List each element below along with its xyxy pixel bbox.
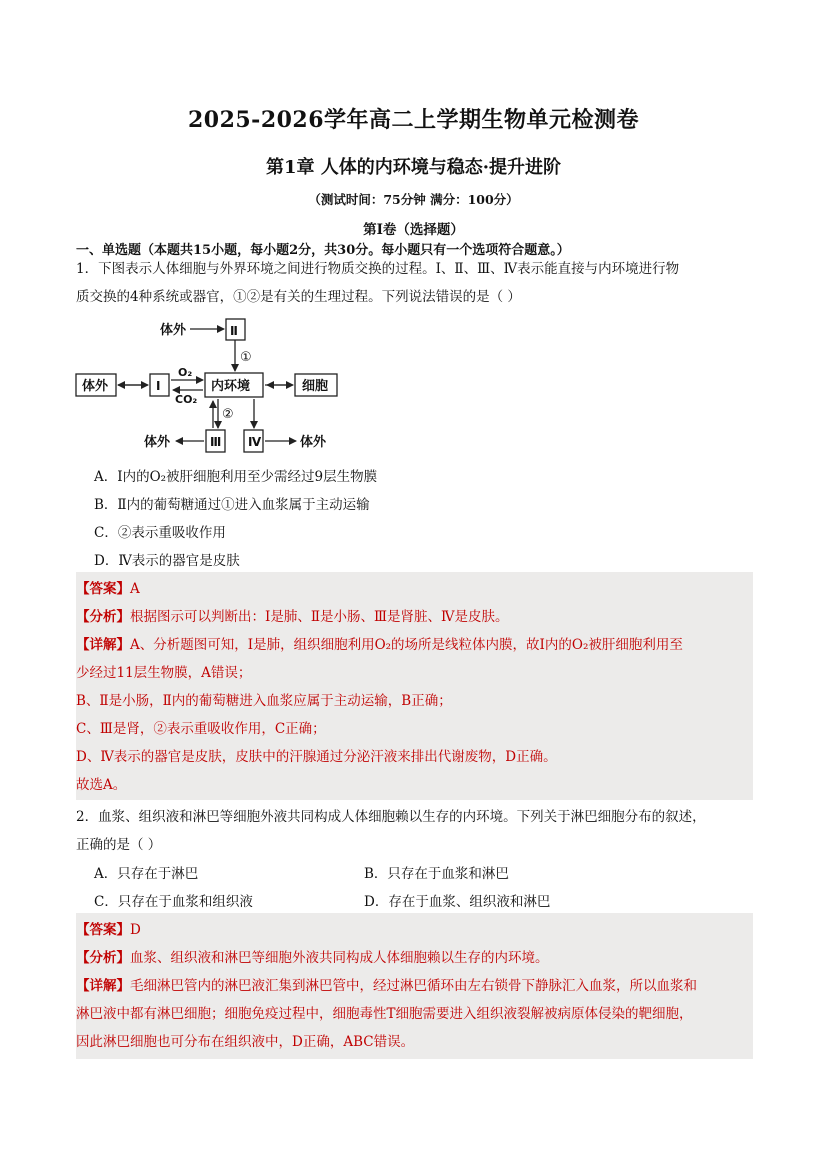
q2-answer — [76, 918, 141, 938]
q1-option-c: C．②表示重吸收作用 — [94, 525, 226, 541]
q1-detail-line5: D、Ⅳ表示的器官是皮肤，皮肤中的汗腺通过分泌汗液来排出代谢废物，D正确。 — [76, 749, 557, 765]
q1-detail-text1: A、分析题图可知，Ⅰ是肺，组织细胞利用O₂的场所是线粒体内膜，故Ⅰ内的O₂被肝细胞利用至 — [130, 637, 683, 653]
test-meta: （测试时间：75分钟 满分：100分） — [308, 192, 519, 207]
label-cell: 细胞 — [302, 379, 329, 394]
q1-analysis — [76, 605, 509, 625]
q2-answer-value: D — [130, 922, 141, 938]
q1-stem-line2: 质交换的4种系统或器官，①②是有关的生理过程。下列说法错误的是（ ） — [76, 289, 521, 305]
label-o2: O₂ — [178, 366, 193, 379]
q1-detail-tag: 【详解】 — [76, 637, 130, 653]
section-heading — [76, 239, 570, 258]
label-node-iv: Ⅳ — [248, 435, 262, 449]
q2-detail-tag: 【详解】 — [76, 978, 130, 994]
page-title: 2025-2026学年高二上学期生物单元检测卷 — [187, 107, 640, 133]
q1-answer-tag: 【答案】 — [76, 581, 130, 597]
q1-detail-line1 — [76, 633, 683, 653]
volume-heading: 第Ⅰ卷（选择题） — [363, 222, 464, 238]
q2-analysis — [76, 946, 549, 966]
label-node-iii: Ⅲ — [210, 435, 222, 449]
label-node-i: Ⅰ — [156, 379, 161, 393]
label-outside-top: 体外 — [160, 323, 187, 338]
q2-stem-line1: 2．血浆、组织液和淋巴等细胞外液共同构成人体细胞赖以生存的内环境。下列关于淋巴细胞分布的叙述， — [76, 809, 706, 825]
q2-analysis-text: 血浆、组织液和淋巴等细胞外液共同构成人体细胞赖以生存的内环境。 — [130, 950, 549, 966]
q1-detail-line3: B、Ⅱ是小肠，Ⅱ内的葡萄糖进入血浆应属于主动运输，B正确； — [76, 693, 452, 709]
q2-option-a: A．只存在于淋巴 — [94, 866, 199, 882]
q1-option-b: B．Ⅱ内的葡萄糖通过①进入血浆属于主动运输 — [94, 497, 370, 513]
section-label: 一、单选题 — [76, 243, 142, 258]
q1-stem-line1: 1．下图表示人体细胞与外界环境之间进行物质交换的过程。Ⅰ、Ⅱ、Ⅲ、Ⅳ表示能直接与内环境进行物 — [76, 261, 680, 277]
q1-analysis-text: 根据图示可以判断出：Ⅰ是肺、Ⅱ是小肠、Ⅲ是肾脏、Ⅳ是皮肤。 — [130, 609, 509, 625]
q2-detail-line1 — [76, 974, 697, 994]
q1-detail-line4: C、Ⅲ是肾，②表示重吸收作用，C正确； — [76, 721, 326, 737]
q2-detail-text1: 毛细淋巴管内的淋巴液汇集到淋巴管中，经过淋巴循环由左右锁骨下静脉汇入血浆，所以血浆和 — [130, 978, 697, 994]
label-node-ii: Ⅱ — [230, 324, 238, 338]
label-outside-bottom-right: 体外 — [300, 435, 327, 450]
q1-detail-line2: 少经过11层生物膜，A错误； — [76, 665, 252, 681]
label-process1: ① — [240, 350, 252, 365]
label-co2: CO₂ — [175, 393, 198, 406]
q1-option-d: D．Ⅳ表示的器官是皮肤 — [94, 553, 240, 569]
label-process2: ② — [222, 407, 234, 422]
q2-answer-tag: 【答案】 — [76, 922, 130, 938]
label-internal-env: 内环境 — [211, 379, 251, 394]
q2-option-b: B．只存在于血浆和淋巴 — [364, 866, 509, 882]
q2-option-d: D．存在于血浆、组织液和淋巴 — [364, 894, 551, 910]
q1-answer — [76, 577, 140, 597]
exchange-diagram — [72, 312, 342, 462]
q1-conclusion: 故选A。 — [76, 777, 127, 793]
q2-detail-line2: 淋巴液中都有淋巴细胞；细胞免疫过程中，细胞毒性T细胞需要进入组织液裂解被病原体侵染的靶细胞， — [76, 1006, 693, 1022]
q2-detail-line3: 因此淋巴细胞也可分布在组织液中，D正确，ABC错误。 — [76, 1034, 415, 1050]
label-outside-left: 体外 — [82, 379, 109, 394]
q2-analysis-tag: 【分析】 — [76, 950, 130, 966]
q1-answer-value: A — [130, 581, 140, 597]
q1-analysis-tag: 【分析】 — [76, 609, 130, 625]
chapter-subtitle: 第1章 人体的内环境与稳态·提升进阶 — [265, 157, 562, 178]
q2-stem-line2: 正确的是（ ） — [76, 837, 162, 853]
section-note: （本题共15小题，每小题2分，共30分。每小题只有一个选项符合题意。） — [141, 243, 570, 258]
label-outside-bottom-left: 体外 — [144, 435, 171, 450]
q1-option-a: A．Ⅰ内的O₂被肝细胞利用至少需经过9层生物膜 — [94, 469, 378, 485]
q2-option-c: C．只存在于血浆和组织液 — [94, 894, 253, 910]
